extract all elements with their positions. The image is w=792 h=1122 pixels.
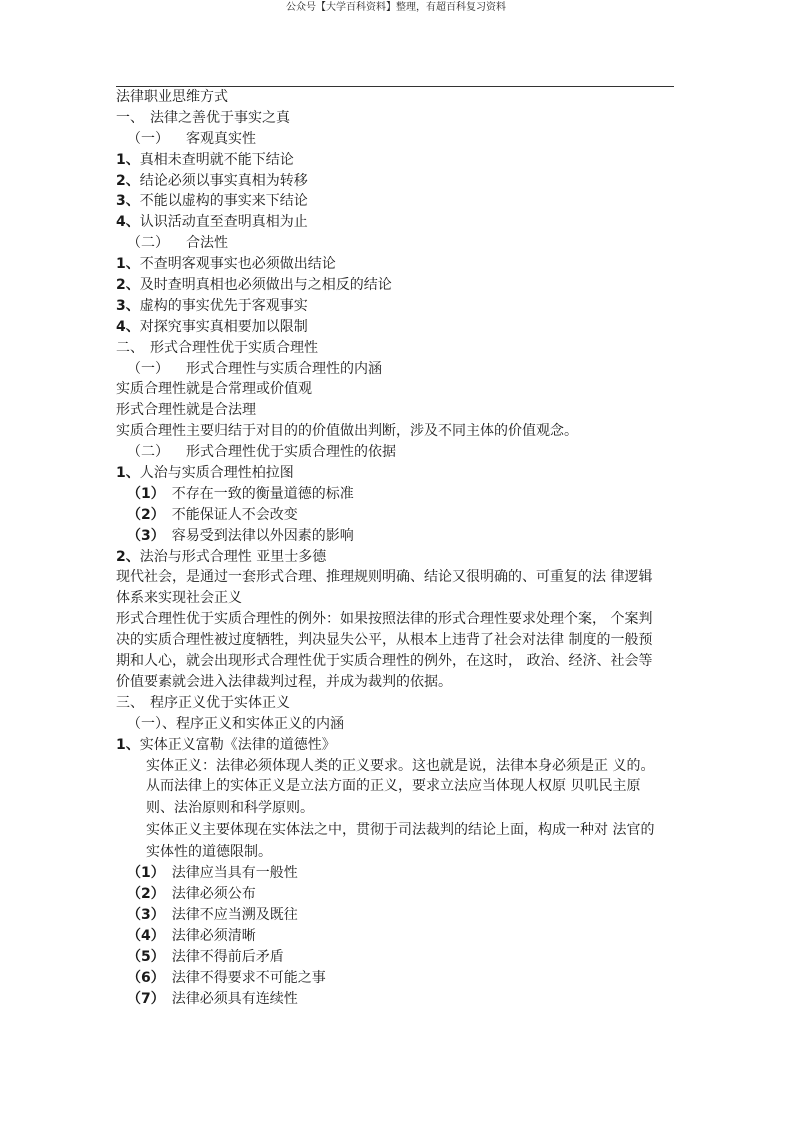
sub-list-item	[116, 484, 686, 505]
sub-item-text: 法律必须具有连续性	[171, 990, 298, 1007]
page-header-note: 公众号【大学百科资料】整理，有超百科复习资料	[286, 2, 506, 13]
item-number: 2、	[116, 172, 140, 189]
paragraph-line: 决的实质合理性被过度牺牲，判决显失公平，从根本上违背了社会对法律 制度的一般预	[116, 632, 653, 649]
item-number: 1、	[116, 465, 140, 482]
subsection-title: 客观真实性	[186, 130, 256, 147]
subsection-heading	[116, 233, 686, 254]
item-text: 真相未查明就不能下结论	[139, 151, 294, 168]
item-text: 虚构的事实优先于客观事实	[139, 297, 308, 314]
subsection-number: （一）、	[127, 715, 176, 732]
list-item	[116, 275, 686, 296]
paragraph-line: 则、法治原则和科学原则。	[146, 800, 314, 817]
subsection-title: 形式合理性与实质合理性的内涵	[186, 360, 382, 377]
sub-list-item	[116, 884, 686, 905]
item-number: 3、	[116, 193, 140, 210]
item-number: 1、	[116, 151, 140, 168]
subsection-heading	[116, 359, 686, 380]
doc-title: 法律职业思维方式	[116, 89, 228, 105]
item-text: 及时查明真相也必须做出与之相反的结论	[139, 277, 392, 294]
item-number: 2、	[116, 277, 140, 294]
item-text: 法治与形式合理性 亚里士多德	[139, 548, 327, 565]
list-item	[116, 296, 686, 317]
sub-list-item	[116, 505, 686, 526]
sub-item-text: 法律不应当溯及既往	[171, 907, 298, 924]
sub-list-item	[116, 947, 686, 968]
sub-list-item	[116, 905, 686, 926]
paragraph-line: 实质合理性就是合常理或价值观	[116, 381, 312, 398]
sub-item-text: 法律必须清晰	[171, 927, 256, 944]
section-number: 一、	[116, 109, 144, 126]
item-number: 3、	[116, 297, 140, 314]
list-item	[116, 191, 686, 212]
paragraph-line: 实体性的道德限制。	[146, 844, 272, 861]
section-heading	[116, 338, 686, 359]
section-title: 形式合理性优于实质合理性	[150, 339, 318, 356]
subsection-title: 合法性	[186, 235, 228, 252]
sub-item-text: 法律应当具有一般性	[171, 865, 298, 882]
section-heading	[116, 693, 686, 714]
item-number: 4、	[116, 318, 140, 335]
sub-item-text: 不存在一致的衡量道德的标准	[171, 485, 354, 502]
sub-list-item	[116, 863, 686, 884]
sub-item-number: （2）	[127, 506, 165, 523]
paragraph-line: 实体正义：法律必须体现人类的正义要求。这也就是说，法律本身必须是正 义的。	[146, 757, 655, 774]
paragraph-line: 体系来实现社会正义	[116, 590, 242, 607]
sub-item-text: 容易受到法律以外因素的影响	[171, 527, 354, 544]
sub-item-text: 不能保证人不会改变	[171, 506, 298, 523]
paragraph-line: 形式合理性就是合法理	[116, 402, 256, 419]
paragraph-line: 现代社会，是通过一套形式合理、推理规则明确、结论又很明确的、可重复的法 律逻辑	[116, 569, 653, 586]
list-item	[116, 463, 686, 484]
sub-item-number: （4）	[127, 927, 165, 944]
sub-item-number: （7）	[127, 990, 165, 1007]
item-number: 1、	[116, 256, 140, 273]
list-item	[116, 547, 686, 568]
list-item	[116, 171, 686, 192]
subsection-heading	[116, 129, 686, 150]
list-item	[116, 254, 686, 275]
sub-item-text: 法律不得前后矛盾	[171, 948, 284, 965]
sub-item-text: 法律必须公布	[171, 886, 256, 903]
paragraph-line: 实体正义主要体现在实体法之中，贯彻于司法裁判的结论上面，构成一种对 法官的	[146, 822, 655, 839]
sub-list-item	[116, 968, 686, 989]
sub-item-number: （2）	[127, 886, 165, 903]
paragraph-line: 形式合理性优于实质合理性的例外：如果按照法律的形式合理性要求处理个案， 个案判	[116, 611, 653, 628]
sub-item-number: （3）	[127, 907, 165, 924]
item-text: 人治与实质合理性柏拉图	[139, 465, 294, 482]
section-number: 二、	[116, 339, 144, 356]
list-item	[116, 212, 686, 233]
section-number: 三、	[116, 694, 144, 711]
sub-list-item	[116, 926, 686, 947]
item-text: 结论必须以事实真相为转移	[139, 172, 308, 189]
subsection-number: （二）	[127, 444, 169, 461]
paragraph-line: 期和人心，就会出现形式合理性优于实质合理性的例外，在这时， 政治、经济、社会等	[116, 653, 653, 670]
paragraph-line: 从而法律上的实体正义是立法方面的正义，要求立法应当体现人权原 贝叽民主原	[146, 778, 641, 795]
subsection-heading	[116, 442, 686, 463]
section-heading	[116, 108, 686, 129]
item-number: 2、	[116, 548, 140, 565]
list-item	[116, 317, 686, 338]
list-item	[116, 735, 686, 756]
item-number: 4、	[116, 214, 140, 231]
item-text: 认识活动直至查明真相为止	[139, 214, 308, 231]
document-body	[116, 87, 686, 1010]
section-title: 法律之善优于事实之真	[150, 109, 290, 126]
sub-item-number: （1）	[127, 865, 165, 882]
item-text: 实体正义富勒《法律的道德性》	[139, 736, 336, 753]
subsection-number: （一）	[127, 130, 169, 147]
subsection-heading	[116, 714, 686, 735]
sub-list-item	[116, 989, 686, 1010]
paragraph-line: 实质合理性主要归结于对目的的价值做出判断，涉及不同主体的价值观念。	[116, 423, 578, 440]
sub-list-item	[116, 526, 686, 547]
subsection-number: （二）	[127, 235, 169, 252]
paragraph-line: 价值要素就会进入法律裁判过程，并成为裁判的依据。	[116, 673, 452, 690]
item-text: 不查明客观事实也必须做出结论	[139, 256, 336, 273]
subsection-title: 形式合理性优于实质合理性的依据	[186, 444, 396, 461]
item-text: 对探究事实真相要加以限制	[139, 318, 308, 335]
item-text: 不能以虚构的事实来下结论	[139, 193, 308, 210]
sub-item-number: （3）	[127, 527, 165, 544]
sub-item-number: （6）	[127, 969, 165, 986]
item-number: 1、	[116, 736, 140, 753]
list-item	[116, 150, 686, 171]
sub-item-text: 法律不得要求不可能之事	[171, 969, 326, 986]
sub-item-number: （5）	[127, 948, 165, 965]
subsection-title: 程序正义和实体正义的内涵	[176, 715, 344, 732]
sub-item-number: （1）	[127, 485, 165, 502]
subsection-number: （一）	[127, 360, 169, 377]
section-title: 程序正义优于实体正义	[150, 694, 290, 711]
